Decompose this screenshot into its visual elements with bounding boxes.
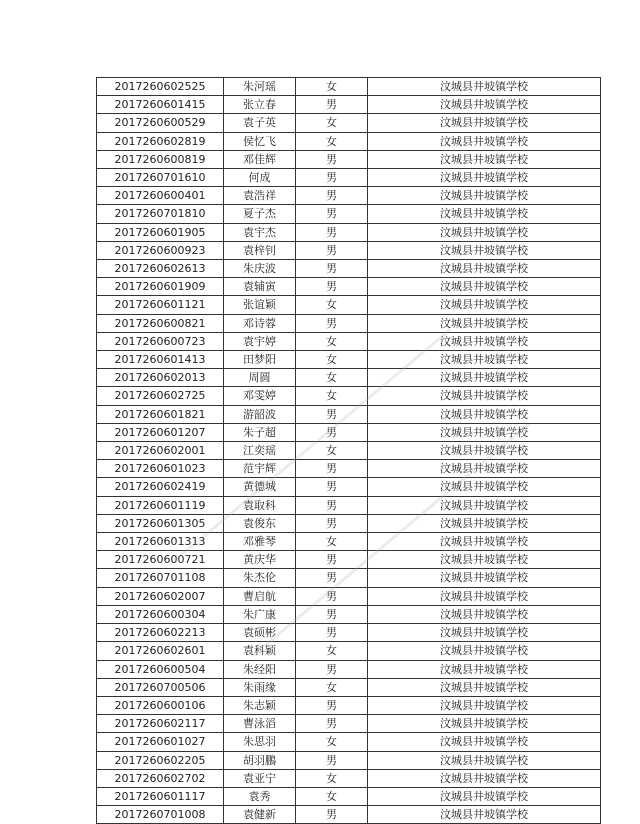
student-school-cell: 汶城县井坡镇学校 <box>368 260 601 278</box>
table-row <box>97 660 601 678</box>
student-gender-cell: 女 <box>296 642 368 660</box>
student-name-cell: 朱思羽 <box>224 733 296 751</box>
student-id-cell: 2017260601821 <box>97 405 224 423</box>
student-school-cell: 汶城县井坡镇学校 <box>368 569 601 587</box>
student-name-cell: 朱杰伦 <box>224 569 296 587</box>
student-gender-cell: 女 <box>296 114 368 132</box>
student-id-cell: 2017260602725 <box>97 387 224 405</box>
student-name-cell: 范宇辉 <box>224 460 296 478</box>
table-row <box>97 78 601 96</box>
student-gender-cell: 男 <box>296 205 368 223</box>
student-gender-cell: 女 <box>296 387 368 405</box>
table-row <box>97 678 601 696</box>
student-name-cell: 袁秀 <box>224 787 296 805</box>
student-gender-cell: 女 <box>296 442 368 460</box>
student-school-cell: 汶城县井坡镇学校 <box>368 733 601 751</box>
table-row <box>97 715 601 733</box>
table-row <box>97 241 601 259</box>
student-gender-cell: 男 <box>296 278 368 296</box>
table-row <box>97 769 601 787</box>
student-id-cell: 2017260602613 <box>97 260 224 278</box>
student-id-cell: 2017260601207 <box>97 423 224 441</box>
student-school-cell: 汶城县井坡镇学校 <box>368 332 601 350</box>
student-school-cell: 汶城县井坡镇学校 <box>368 715 601 733</box>
student-name-cell: 袁硕彬 <box>224 624 296 642</box>
student-name-cell: 周圆 <box>224 369 296 387</box>
table-row <box>97 369 601 387</box>
student-id-cell: 2017260602702 <box>97 769 224 787</box>
student-id-cell: 2017260600401 <box>97 187 224 205</box>
student-name-cell: 田梦阳 <box>224 351 296 369</box>
student-gender-cell: 男 <box>296 751 368 769</box>
student-id-cell: 2017260601909 <box>97 278 224 296</box>
student-school-cell: 汶城县井坡镇学校 <box>368 806 601 824</box>
student-id-cell: 2017260600721 <box>97 551 224 569</box>
student-name-cell: 夏子杰 <box>224 205 296 223</box>
student-name-cell: 朱志颖 <box>224 696 296 714</box>
student-gender-cell: 女 <box>296 369 368 387</box>
student-school-cell: 汶城县井坡镇学校 <box>368 278 601 296</box>
student-id-cell: 2017260600304 <box>97 605 224 623</box>
table-row <box>97 496 601 514</box>
student-id-cell: 2017260602213 <box>97 624 224 642</box>
student-gender-cell: 女 <box>296 78 368 96</box>
student-id-cell: 2017260602419 <box>97 478 224 496</box>
student-school-cell: 汶城县井坡镇学校 <box>368 769 601 787</box>
student-name-cell: 袁科颖 <box>224 642 296 660</box>
student-school-cell: 汶城县井坡镇学校 <box>368 150 601 168</box>
table-row <box>97 751 601 769</box>
table-row <box>97 314 601 332</box>
student-id-cell: 2017260601119 <box>97 496 224 514</box>
student-gender-cell: 男 <box>296 423 368 441</box>
table-row <box>97 569 601 587</box>
table-row <box>97 223 601 241</box>
student-name-cell: 何成 <box>224 169 296 187</box>
student-gender-cell: 男 <box>296 660 368 678</box>
student-gender-cell: 女 <box>296 351 368 369</box>
student-id-cell: 2017260602601 <box>97 642 224 660</box>
student-name-cell: 黄德城 <box>224 478 296 496</box>
student-name-cell: 袁健新 <box>224 806 296 824</box>
student-id-cell: 2017260700506 <box>97 678 224 696</box>
student-school-cell: 汶城县井坡镇学校 <box>368 96 601 114</box>
student-id-cell: 2017260600723 <box>97 332 224 350</box>
student-name-cell: 袁取科 <box>224 496 296 514</box>
student-gender-cell: 男 <box>296 696 368 714</box>
student-id-cell: 2017260602013 <box>97 369 224 387</box>
student-gender-cell: 女 <box>296 533 368 551</box>
student-name-cell: 袁俊东 <box>224 514 296 532</box>
student-gender-cell: 男 <box>296 551 368 569</box>
student-school-cell: 汶城县井坡镇学校 <box>368 514 601 532</box>
student-school-cell: 汶城县井坡镇学校 <box>368 132 601 150</box>
student-school-cell: 汶城县井坡镇学校 <box>368 478 601 496</box>
student-gender-cell: 男 <box>296 715 368 733</box>
student-gender-cell: 女 <box>296 332 368 350</box>
student-name-cell: 朱广康 <box>224 605 296 623</box>
student-name-cell: 袁梓钊 <box>224 241 296 259</box>
student-id-cell: 2017260600106 <box>97 696 224 714</box>
student-gender-cell: 男 <box>296 405 368 423</box>
student-name-cell: 胡羽鵬 <box>224 751 296 769</box>
student-id-cell: 2017260602001 <box>97 442 224 460</box>
student-school-cell: 汶城县井坡镇学校 <box>368 169 601 187</box>
student-school-cell: 汶城县井坡镇学校 <box>368 660 601 678</box>
student-name-cell: 曹启航 <box>224 587 296 605</box>
table-row <box>97 296 601 314</box>
student-gender-cell: 女 <box>296 733 368 751</box>
student-id-cell: 2017260602205 <box>97 751 224 769</box>
student-school-cell: 汶城县井坡镇学校 <box>368 533 601 551</box>
table-row <box>97 132 601 150</box>
student-school-cell: 汶城县井坡镇学校 <box>368 114 601 132</box>
student-id-cell: 2017260600821 <box>97 314 224 332</box>
student-name-cell: 邓雯婷 <box>224 387 296 405</box>
table-row <box>97 478 601 496</box>
student-id-cell: 2017260601117 <box>97 787 224 805</box>
student-gender-cell: 女 <box>296 769 368 787</box>
student-name-cell: 朱河瑶 <box>224 78 296 96</box>
student-school-cell: 汶城县井坡镇学校 <box>368 460 601 478</box>
student-id-cell: 2017260601313 <box>97 533 224 551</box>
table-row <box>97 605 601 623</box>
student-name-cell: 朱经阳 <box>224 660 296 678</box>
table-row <box>97 260 601 278</box>
student-id-cell: 2017260701610 <box>97 169 224 187</box>
student-name-cell: 黄庆华 <box>224 551 296 569</box>
student-school-cell: 汶城县井坡镇学校 <box>368 351 601 369</box>
student-gender-cell: 男 <box>296 587 368 605</box>
student-school-cell: 汶城县井坡镇学校 <box>368 642 601 660</box>
table-row <box>97 696 601 714</box>
student-id-cell: 2017260602819 <box>97 132 224 150</box>
student-name-cell: 袁浩祥 <box>224 187 296 205</box>
table-row <box>97 169 601 187</box>
student-id-cell: 2017260602525 <box>97 78 224 96</box>
student-name-cell: 邓雅琴 <box>224 533 296 551</box>
table-row <box>97 423 601 441</box>
student-name-cell: 江奕瑶 <box>224 442 296 460</box>
student-id-cell: 2017260601413 <box>97 351 224 369</box>
student-gender-cell: 男 <box>296 169 368 187</box>
student-name-cell: 朱雨缘 <box>224 678 296 696</box>
student-id-cell: 2017260701008 <box>97 806 224 824</box>
student-name-cell: 邓佳辉 <box>224 150 296 168</box>
student-list-table <box>96 77 601 824</box>
student-name-cell: 袁宇婷 <box>224 332 296 350</box>
student-id-cell: 2017260602117 <box>97 715 224 733</box>
student-school-cell: 汶城县井坡镇学校 <box>368 496 601 514</box>
student-id-cell: 2017260601023 <box>97 460 224 478</box>
student-id-cell: 2017260701810 <box>97 205 224 223</box>
table-row <box>97 642 601 660</box>
table-row <box>97 187 601 205</box>
student-gender-cell: 男 <box>296 260 368 278</box>
student-school-cell: 汶城县井坡镇学校 <box>368 423 601 441</box>
student-school-cell: 汶城县井坡镇学校 <box>368 405 601 423</box>
student-school-cell: 汶城县井坡镇学校 <box>368 587 601 605</box>
student-id-cell: 2017260600819 <box>97 150 224 168</box>
table-row <box>97 278 601 296</box>
student-school-cell: 汶城县井坡镇学校 <box>368 369 601 387</box>
student-gender-cell: 男 <box>296 96 368 114</box>
table-row <box>97 351 601 369</box>
student-school-cell: 汶城县井坡镇学校 <box>368 241 601 259</box>
student-gender-cell: 男 <box>296 806 368 824</box>
table-row <box>97 96 601 114</box>
student-name-cell: 袁辅寅 <box>224 278 296 296</box>
student-name-cell: 袁宇杰 <box>224 223 296 241</box>
student-name-cell: 张谊颖 <box>224 296 296 314</box>
student-gender-cell: 男 <box>296 460 368 478</box>
student-school-cell: 汶城县井坡镇学校 <box>368 387 601 405</box>
student-name-cell: 侯忆飞 <box>224 132 296 150</box>
table-row <box>97 114 601 132</box>
student-list-body <box>97 78 601 824</box>
student-school-cell: 汶城县井坡镇学校 <box>368 605 601 623</box>
student-id-cell: 2017260601415 <box>97 96 224 114</box>
student-school-cell: 汶城县井坡镇学校 <box>368 442 601 460</box>
student-name-cell: 袁亚宁 <box>224 769 296 787</box>
student-gender-cell: 男 <box>296 187 368 205</box>
student-name-cell: 朱子超 <box>224 423 296 441</box>
student-id-cell: 2017260600923 <box>97 241 224 259</box>
student-id-cell: 2017260601027 <box>97 733 224 751</box>
student-gender-cell: 女 <box>296 296 368 314</box>
student-gender-cell: 男 <box>296 314 368 332</box>
table-row <box>97 405 601 423</box>
student-id-cell: 2017260601905 <box>97 223 224 241</box>
table-row <box>97 787 601 805</box>
student-name-cell: 曹泳滔 <box>224 715 296 733</box>
table-row <box>97 205 601 223</box>
table-row <box>97 587 601 605</box>
student-name-cell: 朱庆波 <box>224 260 296 278</box>
student-gender-cell: 男 <box>296 624 368 642</box>
student-gender-cell: 女 <box>296 678 368 696</box>
student-gender-cell: 男 <box>296 569 368 587</box>
student-gender-cell: 男 <box>296 605 368 623</box>
table-row <box>97 442 601 460</box>
student-school-cell: 汶城县井坡镇学校 <box>368 296 601 314</box>
student-gender-cell: 男 <box>296 150 368 168</box>
student-school-cell: 汶城县井坡镇学校 <box>368 314 601 332</box>
student-school-cell: 汶城县井坡镇学校 <box>368 78 601 96</box>
table-row <box>97 733 601 751</box>
student-id-cell: 2017260601305 <box>97 514 224 532</box>
student-gender-cell: 男 <box>296 514 368 532</box>
table-row <box>97 551 601 569</box>
table-row <box>97 514 601 532</box>
table-row <box>97 150 601 168</box>
student-id-cell: 2017260602007 <box>97 587 224 605</box>
student-school-cell: 汶城县井坡镇学校 <box>368 696 601 714</box>
student-id-cell: 2017260701108 <box>97 569 224 587</box>
student-name-cell: 袁子英 <box>224 114 296 132</box>
student-school-cell: 汶城县井坡镇学校 <box>368 624 601 642</box>
student-gender-cell: 男 <box>296 478 368 496</box>
student-id-cell: 2017260601121 <box>97 296 224 314</box>
table-row <box>97 624 601 642</box>
student-school-cell: 汶城县井坡镇学校 <box>368 205 601 223</box>
student-id-cell: 2017260600529 <box>97 114 224 132</box>
student-school-cell: 汶城县井坡镇学校 <box>368 551 601 569</box>
student-gender-cell: 男 <box>296 241 368 259</box>
student-gender-cell: 女 <box>296 787 368 805</box>
table-row <box>97 460 601 478</box>
table-row <box>97 533 601 551</box>
student-gender-cell: 男 <box>296 496 368 514</box>
student-name-cell: 邓诗蓉 <box>224 314 296 332</box>
table-row <box>97 387 601 405</box>
student-gender-cell: 女 <box>296 132 368 150</box>
student-name-cell: 游韶波 <box>224 405 296 423</box>
student-school-cell: 汶城县井坡镇学校 <box>368 787 601 805</box>
student-school-cell: 汶城县井坡镇学校 <box>368 678 601 696</box>
student-name-cell: 张立春 <box>224 96 296 114</box>
student-school-cell: 汶城县井坡镇学校 <box>368 187 601 205</box>
student-school-cell: 汶城县井坡镇学校 <box>368 751 601 769</box>
table-row <box>97 332 601 350</box>
student-school-cell: 汶城县井坡镇学校 <box>368 223 601 241</box>
student-id-cell: 2017260600504 <box>97 660 224 678</box>
student-gender-cell: 男 <box>296 223 368 241</box>
